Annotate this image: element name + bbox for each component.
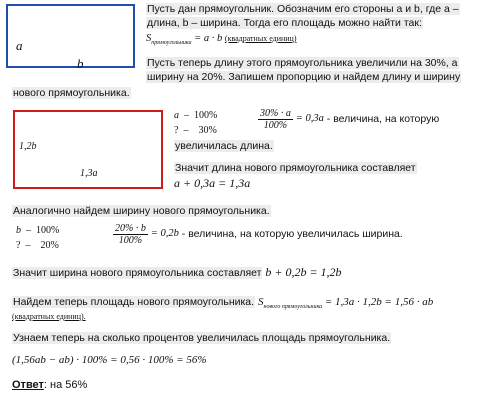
- prop-b-row1: b – 100%: [16, 225, 60, 236]
- area-new: Найдем теперь площадь нового прямоугольника. $S_{нового прямоугольника} = 1,3a \cdot 1,2b = 1,56$ · ab: [13, 296, 434, 311]
- rectangle-original: [6, 4, 135, 68]
- p2-line1: Пусть теперь длину этого прямоугольника увеличили на 30%, а: [147, 57, 458, 69]
- p2-line2: ширину на 20%. Запишем пропорцию и найдем длину и ширину: [147, 71, 461, 83]
- percent-formula: (1,56ab − ab) · 100% = 0,56 · 100% = 56%: [12, 354, 207, 366]
- side-b-label: b: [77, 56, 84, 71]
- prop-b-row2: ? – 20%: [16, 240, 59, 251]
- length-new-formula: a + 0,3a = 1,3a: [174, 176, 251, 190]
- p1-line2: длина, b – ширина. Тогда его площадь можно найти так:: [147, 17, 422, 29]
- area-units: (квадратных единиц).: [12, 312, 86, 321]
- length-new-text: Значит длина нового прямоугольника составляет: [175, 162, 416, 174]
- side-1-3a-label: 1,3a: [80, 168, 98, 179]
- area-formula: $S_{прямоугольника} = a \cdot b$ (квадратных единиц): [146, 33, 297, 47]
- prop-a-desc2: увеличилась длина.: [175, 140, 273, 152]
- prop-b-fraction: $\frac{20\% \cdot b}{100\%}$ = 0,2b - величина, на которую увеличилась ширина.: [115, 223, 403, 246]
- prop-a-row1: a – 100%: [174, 110, 218, 121]
- width-intro: Аналогично найдем ширину нового прямоугольника.: [13, 205, 270, 217]
- side-1-2b-label: 1,2b: [19, 141, 37, 152]
- answer: Ответ: на 56%: [12, 379, 88, 391]
- prop-a-fraction: $\frac{30\% \cdot a}{100\%}$ = 0,3a - величина, на которую: [260, 108, 440, 131]
- side-a-label: a: [16, 38, 23, 53]
- prop-a-row2: ? – 30%: [174, 125, 217, 136]
- width-new: Значит ширина нового прямоугольника составляет b + 0,2b = 1,2b: [13, 265, 342, 279]
- p2-line3: нового прямоугольника.: [13, 87, 130, 99]
- p1-line1: Пусть дан прямоугольник. Обозначим его стороны а и b, где а –: [147, 3, 459, 15]
- percent-text: Узнаем теперь на сколько процентов увеличилась площадь прямоугольника.: [13, 332, 391, 344]
